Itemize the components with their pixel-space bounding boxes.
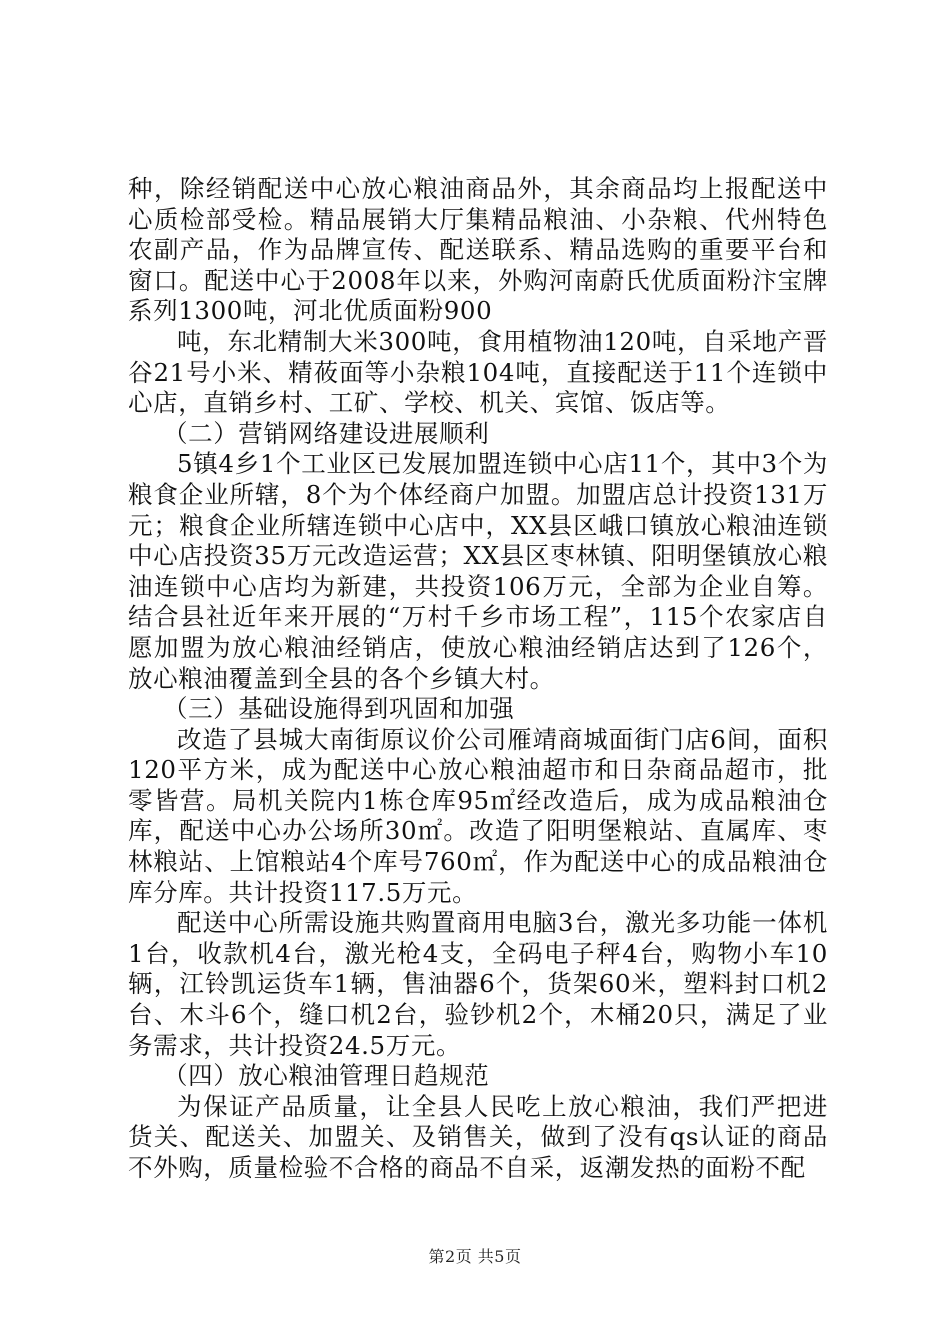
document-page <box>128 174 828 1184</box>
section-heading-4: （四）放心粮油管理日趋规范 <box>163 1061 490 1091</box>
paragraph-body: 配送中心所需设施共购置商用电脑3台，激光多功能一体机1台，收款机4台，激光枪4支，全码电子秤4台，购物小车10辆，江铃凯运货车1辆，售油器6个，货架60米，塑料封口机2台、木斗6个，缝口机2台，验钞机2个，木桶20只，满足了业务需求，共计投资24.5万元。 <box>128 908 828 1060</box>
paragraph-body: 改造了县城大南街原议价公司雁靖商城面街门店6间，面积120平方米，成为配送中心放心粮油超市和日杂商品超市，批零皆营。局机关院内1栋仓库95㎡经改造后，成为成品粮油仓库，配送中心办公场所30㎡。改造了阳明堡粮站、直属库、枣林粮站、上馆粮站4个库号760㎡，作为配送中心的成品粮油仓库分库。共计投资117.5万元。 <box>128 724 828 907</box>
paragraph-body: 吨，东北精制大米300吨，食用植物油120吨，自采地产晋谷21号小米、精莜面等小杂粮104吨，直接配送于11个连锁中心店，直销乡村、工矿、学校、机关、宾馆、饭店等。 <box>128 326 828 418</box>
paragraph-body: 5镇4乡1个工业区已发展加盟连锁中心店11个，其中3个为粮食企业所辖，8个为个体经商户加盟。加盟店总计投资131万元；粮食企业所辖连锁中心店中，XX县区峨口镇放心粮油连锁中心店投资35万元改造运营；XX县区枣林镇、阳明堡镇放心粮油连锁中心店均为新建，共投资106万元，全部为企业自筹。结合县社近年来开展的“万村千乡市场工程”，115个农家店自愿加盟为放心粮油经销店，使放心粮油经销店达到了126个，放心粮油覆盖到全县的各个乡镇大村。 <box>128 449 828 693</box>
paragraph-body: 为保证产品质量，让全县人民吃上放心粮油，我们严把进货关、配送关、加盟关、及销售关，做到了没有qs认证的商品不外购，质量检验不合格的商品不自采，返潮发热的面粉不配 <box>128 1091 828 1182</box>
paragraph-continuation: 种，除经销配送中心放心粮油商品外，其余商品均上报配送中心质检部受检。精品展销大厅集精品粮油、小杂粮、代州特色农副产品，作为品牌宣传、配送联系、精品选购的重要平台和窗口。配送中心于2008年以来，外购河南蔚氏优质面粉汴宝牌系列1300吨，河北优质面粉900 <box>128 174 828 326</box>
section-heading-2: （二）营销网络建设进展顺利 <box>163 418 490 448</box>
page-number-footer: 第2页 共5页 <box>428 1247 522 1266</box>
section-heading-3: （三）基础设施得到巩固和加强 <box>163 694 515 724</box>
